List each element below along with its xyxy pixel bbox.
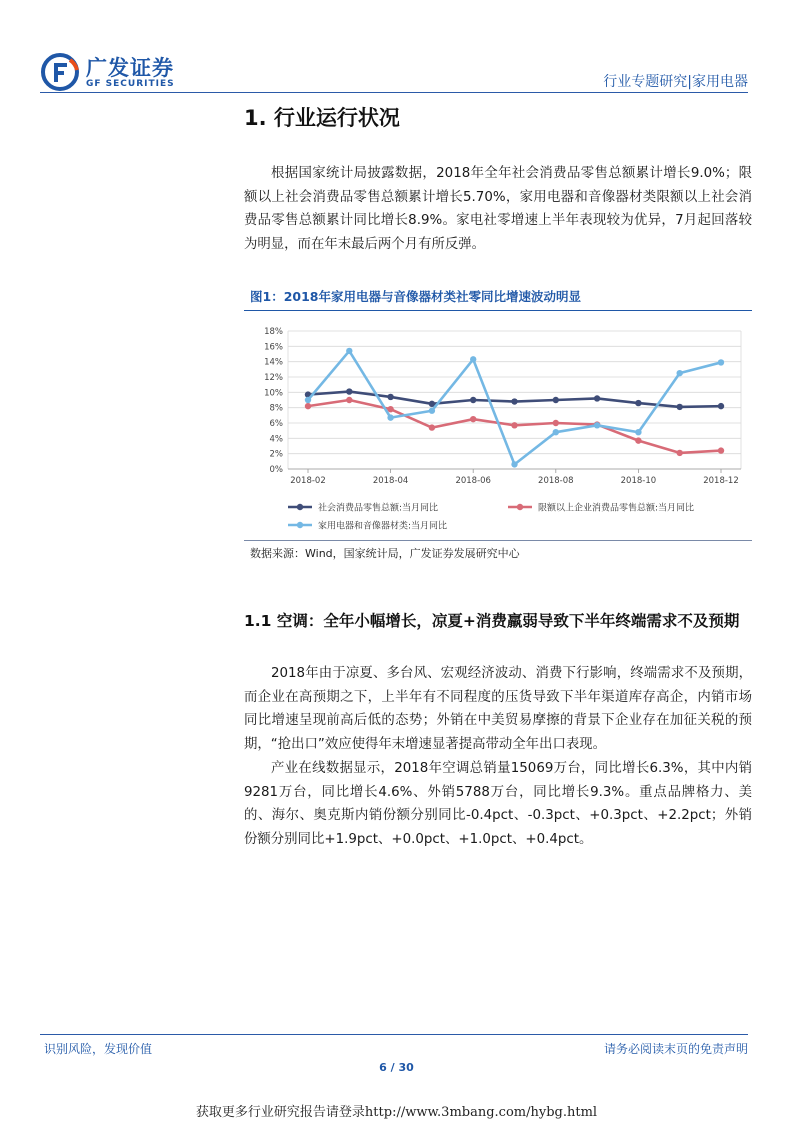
data-point-series-2 (553, 420, 559, 426)
data-point-series-1 (511, 398, 517, 404)
legend-label: 限额以上企业消费品零售总额:当月同比 (538, 503, 695, 514)
header-rule (40, 92, 748, 93)
footer-slogan: 识别风险，发现价值 (44, 1042, 153, 1056)
y-tick-label: 4% (269, 434, 283, 445)
data-point-series-1 (718, 403, 724, 409)
data-point-series-2 (677, 450, 683, 456)
subsection-paragraph-2: 产业在线数据显示，2018年空调总销量15069万台，同比增长6.3%，其中内销9281万台，同比增长4.6%、外销5788万台，同比增长9.3%。重点品牌格力、美的、海尔、奥克斯内销份额分别同比-0.4pct、-0.3pct、+0.3pct、+2.2pct；外销份额分别同比+1.9pct、+0.0pct、+1.0pct、+0.4pct。 (244, 761, 752, 847)
subsection-title: 1.1 空调：全年小幅增长，凉夏+消费羸弱导致下半年终端需求不及预期 (244, 612, 740, 630)
y-tick-label: 8% (269, 403, 283, 414)
footer-rule (40, 1034, 748, 1035)
brand-name-cn: 广发证券 (86, 56, 174, 80)
y-tick-label: 14% (264, 357, 283, 368)
figure-bottom-rule (244, 540, 752, 541)
data-point-series-3 (346, 348, 352, 354)
x-tick-label: 2018-08 (538, 476, 574, 486)
download-watermark: 获取更多行业研究报告请登录http://www.3mbang.com/hybg.html (195, 1105, 598, 1120)
report-category: 行业专题研究|家用电器 (603, 74, 748, 90)
x-tick-label: 2018-04 (372, 476, 409, 486)
data-point-series-2 (635, 437, 641, 443)
y-tick-label: 10% (264, 388, 283, 399)
x-tick-label: 2018-12 (703, 476, 739, 486)
y-tick-label: 18% (264, 327, 283, 337)
data-point-series-3 (553, 429, 559, 435)
data-point-series-2 (387, 406, 393, 412)
brand-name-en: GF SECURITIES (86, 79, 175, 89)
legend-label: 家用电器和音像器材类:当月同比 (318, 521, 448, 532)
figure-source: 数据来源：Wind，国家统计局，广发证券发展研究中心 (250, 547, 520, 560)
y-tick-label: 12% (264, 373, 283, 383)
chart-legend (288, 502, 694, 532)
legend-marker (297, 522, 303, 528)
y-tick-label: 16% (264, 342, 283, 353)
data-point-series-3 (470, 356, 476, 362)
data-point-series-1 (553, 397, 559, 403)
data-point-series-3 (387, 414, 393, 420)
data-point-series-2 (429, 424, 435, 430)
data-point-series-3 (305, 397, 311, 403)
legend-marker (297, 504, 303, 510)
gf-logo-icon (40, 52, 80, 92)
data-point-series-2 (718, 447, 724, 453)
line-chart (244, 312, 752, 540)
x-tick-label: 2018-06 (455, 476, 491, 486)
footer-disclaimer: 请务必阅读末页的免责声明 (603, 1042, 748, 1056)
data-point-series-2 (470, 416, 476, 422)
data-point-series-3 (635, 429, 641, 435)
data-point-series-2 (346, 397, 352, 403)
x-axis (288, 469, 741, 486)
data-point-series-3 (429, 408, 435, 414)
data-point-series-3 (594, 422, 600, 428)
y-tick-label: 0% (269, 465, 283, 475)
section-title: 1. 行业运行状况 (244, 106, 400, 130)
data-point-series-1 (470, 397, 476, 403)
x-tick-label: 2018-10 (620, 476, 657, 486)
subsection-paragraph-1: 2018年由于凉夏、多台风、宏观经济波动、消费下行影响，终端需求不及预期，而企业在高预期之下，上半年有不同程度的压货导致下半年渠道库存高企，内销市场同比增速呈现前高后低的态势；外销在中美贸易摩擦的背景下企业存在加征关税的预期，“抢出口”效应使得年末增速显著提高带动全年出口表现。 (244, 666, 752, 752)
data-point-series-2 (305, 403, 311, 409)
y-axis (264, 327, 283, 475)
data-point-series-3 (677, 370, 683, 376)
data-point-series-1 (635, 400, 641, 406)
y-tick-label: 6% (269, 419, 283, 429)
section-paragraph: 根据国家统计局披露数据，2018年全年社会消费品零售总额累计增长9.0%；限额以上社会消费品零售总额累计增长5.70%，家用电器和音像器材类限额以上社会消费品零售总额累计同比增长8.9%。家电社零增速上半年表现较为优异，7月起回落较为明显，而在年末最后两个月有所反弹。 (244, 166, 752, 252)
y-tick-label: 2% (269, 449, 283, 460)
data-point-series-3 (511, 461, 517, 467)
data-point-series-1 (387, 394, 393, 400)
data-point-series-3 (718, 359, 724, 365)
page-number: 6 / 30 (379, 1061, 414, 1074)
data-point-series-1 (677, 404, 683, 410)
legend-marker (517, 504, 523, 510)
data-point-series-2 (511, 422, 517, 428)
figure-title: 图1：2018年家用电器与音像器材类社零同比增速波动明显 (250, 289, 581, 304)
figure-top-rule (244, 310, 752, 311)
data-point-series-1 (346, 388, 352, 394)
legend-label: 社会消费品零售总额:当月同比 (318, 503, 439, 514)
x-tick-label: 2018-02 (290, 476, 326, 486)
data-point-series-1 (594, 395, 600, 401)
